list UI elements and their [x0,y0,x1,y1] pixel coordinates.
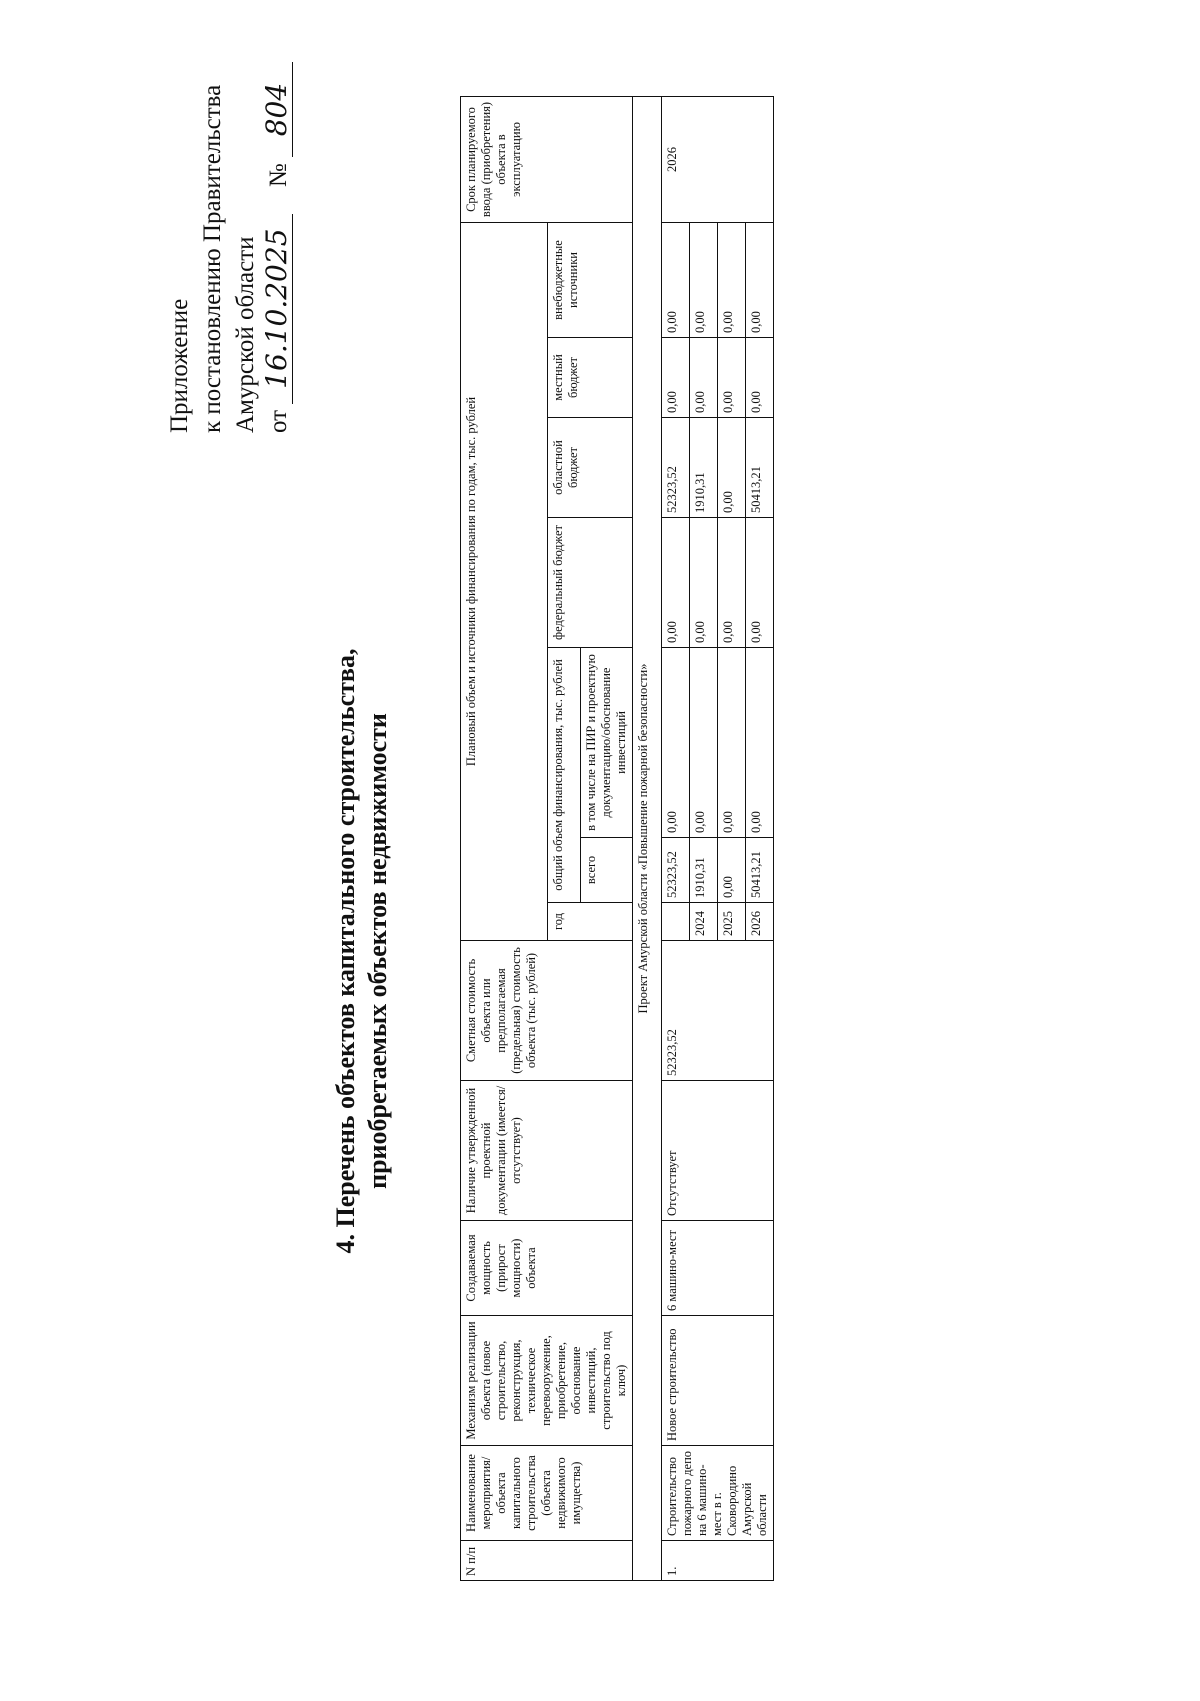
fin-extra: 0,00 [690,222,718,337]
appendix-block [163,62,295,433]
header-cost: Сметная стоимость объекта или предполагаемая (предельная) стоимость объекта (тыс. рублей) [461,941,633,1081]
row-deadline: 2026 [662,96,774,222]
fin-total: 1910,31 [690,838,718,903]
fin-total: 50413,21 [746,838,774,903]
row-docs: Отсутствует [662,1081,774,1221]
header-capacity: Создаваемая мощность (прирост мощности) объекта [461,1221,633,1316]
number-prefix: № [265,163,292,188]
fin-extra: 0,00 [662,222,690,337]
fin-federal: 0,00 [662,518,690,648]
header-year: год [548,903,633,941]
fin-extra: 0,00 [718,222,746,337]
document-title [330,501,394,1401]
row-capacity: 6 машино-мест [662,1221,774,1316]
capital-construction-table [460,96,774,1581]
fin-federal: 0,00 [746,518,774,648]
fin-year: 2024 [690,903,718,941]
fin-total: 52323,52 [662,838,690,903]
header-local: местный бюджет [548,338,633,418]
appendix-date-line [262,62,295,433]
fin-local: 0,00 [690,338,718,418]
fin-regional: 50413,21 [746,418,774,518]
fin-pir: 0,00 [662,648,690,838]
project-row: Проект Амурской области «Повышение пожарной безопасности» [633,96,662,1580]
row-name: Строительство пожарного депо на 6 машино-мест в г. Сковородино Амурской области [662,1446,774,1541]
handwritten-date: 16.10.2025 [262,214,293,404]
fin-federal: 0,00 [690,518,718,648]
appendix-line-3: Амурской области [232,236,259,433]
fin-pir: 0,00 [690,648,718,838]
header-extra: внебюджетные источники [548,222,633,337]
fin-regional: 52323,52 [662,418,690,518]
row-cost: 52323,52 [662,941,774,1081]
header-mechanism: Механизм реализации объекта (новое строительство, реконструкция, техническое перевооружение, приобретение, обоснование инвестиций, строительство под ключ) [461,1316,633,1446]
fin-pir: 0,00 [746,648,774,838]
header-num: N п/п [461,1541,633,1581]
fin-local: 0,00 [662,338,690,418]
title-line-1: 4. Перечень объектов капитального строительства, [331,648,360,1254]
fin-year: 2025 [718,903,746,941]
header-name: Наименование мероприятия/ объекта капитального строительства (объекта недвижимого имущества) [461,1446,633,1541]
fin-extra: 0,00 [746,222,774,337]
fin-regional: 0,00 [718,418,746,518]
row-mechanism: Новое строительство [662,1316,774,1446]
title-line-2: приобретаемых объектов недвижимости [363,713,392,1189]
appendix-line-1: Приложение [166,298,193,433]
header-pir: в том числе на ПИР и проектную документацию/обоснование инвестиций [581,648,633,838]
header-financing: Плановый объем и источники финансирования по годам, тыс. рублей [461,222,548,940]
header-docs: Наличие утвержденной проектной документации (имеется/отсутствует) [461,1081,633,1221]
fin-local: 0,00 [718,338,746,418]
handwritten-number: 804 [262,62,293,157]
header-total-group: общий объем финансирования, тыс. рублей [548,648,581,903]
fin-year: 2026 [746,903,774,941]
header-federal: федеральный бюджет [548,518,633,648]
from-prefix: от [265,409,292,433]
fin-federal: 0,00 [718,518,746,648]
appendix-line-2: к постановлению Правительства [199,84,226,433]
fin-regional: 1910,31 [690,418,718,518]
fin-pir: 0,00 [718,648,746,838]
fin-year [662,903,690,941]
fin-total: 0,00 [718,838,746,903]
row-num: 1. [662,1541,774,1581]
header-deadline: Срок планируемого ввода (приобретения) объекта в эксплуатацию [461,96,633,222]
header-regional: областной бюджет [548,418,633,518]
header-total: всего [581,838,633,903]
fin-local: 0,00 [746,338,774,418]
